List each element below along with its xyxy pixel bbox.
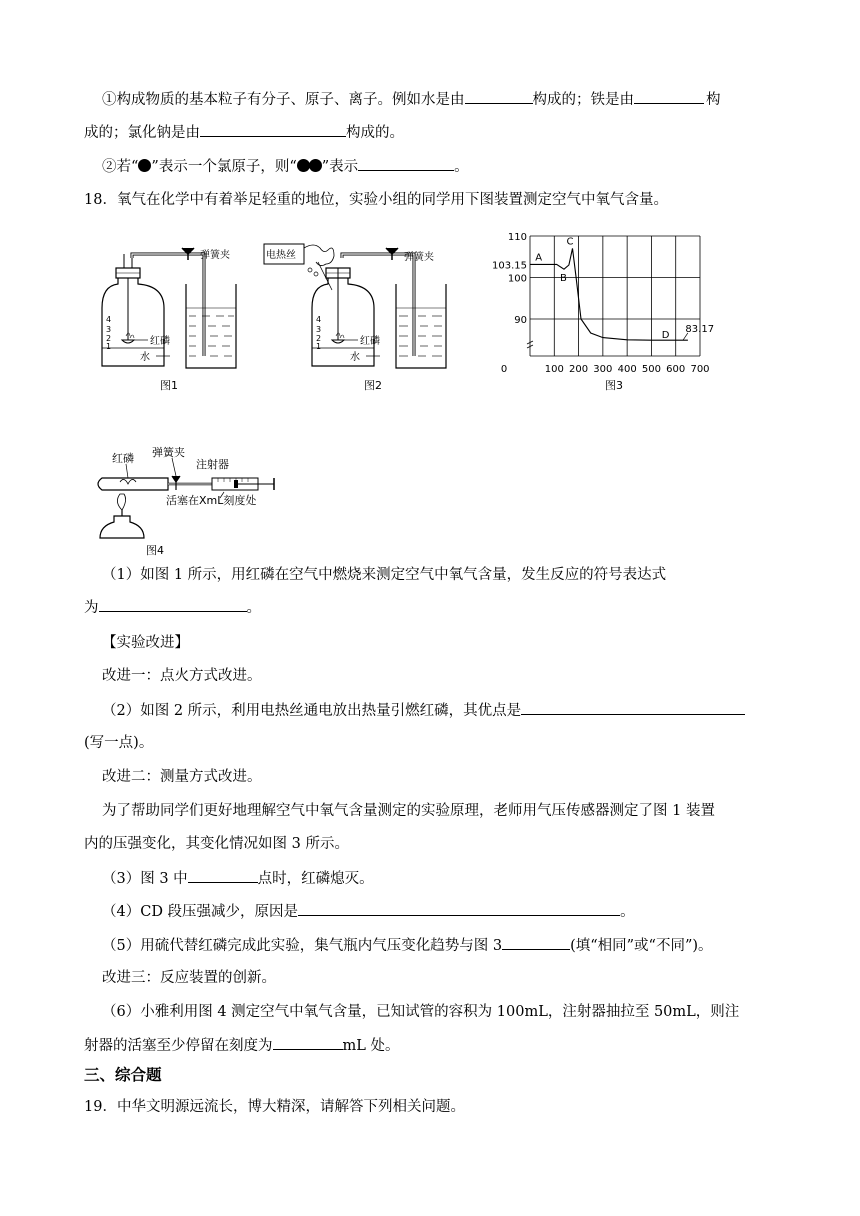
- alcohol-lamp: [100, 516, 144, 538]
- x-tick-label: 0: [500, 364, 508, 375]
- answer-blank[interactable]: [298, 901, 620, 916]
- q18-text: 射器的活塞至少停留在刻度为: [84, 1038, 273, 1054]
- improve-1: 改进一：点火方式改进。: [102, 668, 262, 684]
- point-label: D: [661, 330, 670, 342]
- figure-3-chart: [474, 226, 724, 394]
- x-tick-label: 300: [593, 364, 613, 375]
- answer-blank[interactable]: [200, 122, 346, 137]
- improve-2: 改进二：测量方式改进。: [102, 769, 262, 785]
- water-label: 水: [350, 352, 360, 363]
- q18-text: 。: [620, 904, 635, 920]
- chlorine-atom-icon: [138, 159, 151, 172]
- improve-title: 【实验改进】: [102, 635, 189, 651]
- x-tick-label: 700: [690, 364, 710, 375]
- annotation-label: 83.17: [685, 324, 715, 336]
- x-tick-label: 400: [617, 364, 637, 375]
- point-label: B: [560, 273, 567, 285]
- q18-text: (填“相同”或“不同”)。: [570, 938, 713, 954]
- heating-wire-label: 电热丝: [266, 250, 296, 261]
- x-tick-label: 500: [641, 364, 661, 375]
- figure-1-label: 图1: [160, 379, 178, 392]
- q18-p2-line2: (写一点)。: [84, 735, 154, 751]
- phosphorus-label: 红磷: [360, 336, 380, 347]
- clamp-label: 弹簧夹: [152, 446, 185, 459]
- q18-stem: 18．氧气在化学中有着举足轻重的地位，实验小组的同学用下图装置测定空气中氧气含量。: [84, 192, 668, 208]
- point-label: A: [535, 252, 543, 264]
- point-label: C: [566, 236, 574, 248]
- series-line: [530, 248, 688, 340]
- figure-4: [84, 442, 284, 558]
- q18-p4: [102, 901, 635, 922]
- piston-label: 活塞在XmL刻度处: [166, 494, 257, 507]
- q18-intro-line1: 为了帮助同学们更好地理解空气中氧气含量测定的实验原理，老师用气压传感器测定了图 1 装置: [102, 803, 715, 819]
- scale-mark: 3: [316, 325, 322, 334]
- q18-text: 点时，红磷熄灭。: [257, 871, 374, 887]
- figure-1: [96, 244, 261, 394]
- chlorine-molecule-icon: [297, 159, 310, 172]
- water-label: 水: [140, 352, 150, 363]
- gas-bottle: [312, 274, 374, 366]
- q18-text: （3）图 3 中: [102, 871, 188, 887]
- q19-stem: 19．中华文明源远流长，博大精深，请解答下列相关问题。: [84, 1099, 465, 1115]
- q17-line1: [102, 89, 721, 110]
- q18-p5: [102, 935, 713, 956]
- q18-text: （2）如图 2 所示，利用电热丝通电放出热量引燃红磷，其优点是: [102, 703, 522, 719]
- q17-text: ②若“: [102, 159, 139, 175]
- y-tick-label: 110: [507, 232, 527, 243]
- q17-line3: [102, 156, 469, 177]
- scale-mark: 2: [316, 334, 322, 343]
- phosphorus-label: 红磷: [150, 336, 170, 347]
- q17-line2: [84, 122, 404, 143]
- figure-4-label: 图4: [146, 544, 164, 557]
- q18-p6-line2: [84, 1035, 400, 1056]
- clamp-label: 弹簧夹: [200, 250, 230, 261]
- q18-intro-line2: 内的压强变化，其变化情况如图 3 所示。: [84, 836, 349, 852]
- q18-text: 为: [84, 600, 99, 616]
- scale-mark: 3: [106, 325, 112, 334]
- answer-blank[interactable]: [188, 868, 258, 883]
- x-tick-label: 100: [544, 364, 564, 375]
- chart-title: 图3: [605, 379, 623, 392]
- scale-mark: 1: [316, 342, 322, 351]
- q18-text: （4）CD 段压强减少，原因是: [102, 904, 299, 920]
- q18-p6-line1: （6）小雅利用图 4 测定空气中氧气含量，已知试管的容积为 100mL，注射器抽拉至 50mL，则注: [102, 1004, 740, 1020]
- q17-text: 。: [454, 159, 469, 175]
- section-title: 三、综合题: [84, 1065, 162, 1084]
- x-tick-label: 600: [666, 364, 686, 375]
- y-tick-label: 103.15: [492, 260, 527, 272]
- answer-blank[interactable]: [358, 156, 454, 171]
- q18-p1-line1: （1）如图 1 所示，用红磷在空气中燃烧来测定空气中氧气含量，发生反应的符号表达式: [102, 567, 667, 583]
- scale-mark: 2: [106, 334, 112, 343]
- x-tick-label: 200: [569, 364, 589, 375]
- q18-p1-line2: [84, 597, 261, 618]
- chlorine-molecule-icon: [309, 159, 322, 172]
- phosphorus-label: 红磷: [112, 452, 134, 465]
- syringe-label: 注射器: [196, 458, 229, 471]
- answer-blank[interactable]: [521, 700, 745, 715]
- q17-text: 构成的。: [346, 125, 404, 141]
- gas-bottle: [102, 274, 164, 366]
- q17-text: ①构成物质的基本粒子有分子、原子、离子。例如水是由: [102, 92, 465, 108]
- y-tick-label: 100: [507, 273, 527, 285]
- q18-text: （5）用硫代替红磷完成此实验，集气瓶内气压变化趋势与图 3: [102, 938, 503, 954]
- answer-blank[interactable]: [465, 89, 533, 104]
- q17-text: ”表示一个氯原子，则“: [151, 159, 297, 175]
- q17-text: 构: [706, 92, 721, 108]
- answer-blank[interactable]: [502, 935, 570, 950]
- q18-text: 。: [246, 600, 261, 616]
- clamp-label: 弹簧夹: [404, 252, 434, 263]
- q18-p2-line1: [102, 700, 745, 721]
- q18-text: mL 处。: [342, 1038, 400, 1054]
- figure-2: [262, 238, 462, 394]
- answer-blank[interactable]: [634, 89, 704, 104]
- scale-mark: 1: [106, 342, 112, 351]
- q18-p3: [102, 868, 374, 889]
- q17-text: 成的；氯化钠是由: [84, 125, 200, 141]
- answer-blank[interactable]: [99, 597, 247, 612]
- q17-text: 构成的；铁是由: [532, 92, 634, 108]
- q17-text: ”表示: [321, 159, 359, 175]
- scale-mark: 4: [316, 315, 322, 324]
- scale-mark: 4: [106, 315, 112, 324]
- y-tick-label: 90: [514, 315, 527, 326]
- improve-3: 改进三：反应装置的创新。: [102, 970, 276, 986]
- figure-2-label: 图2: [364, 379, 382, 392]
- answer-blank[interactable]: [273, 1035, 343, 1050]
